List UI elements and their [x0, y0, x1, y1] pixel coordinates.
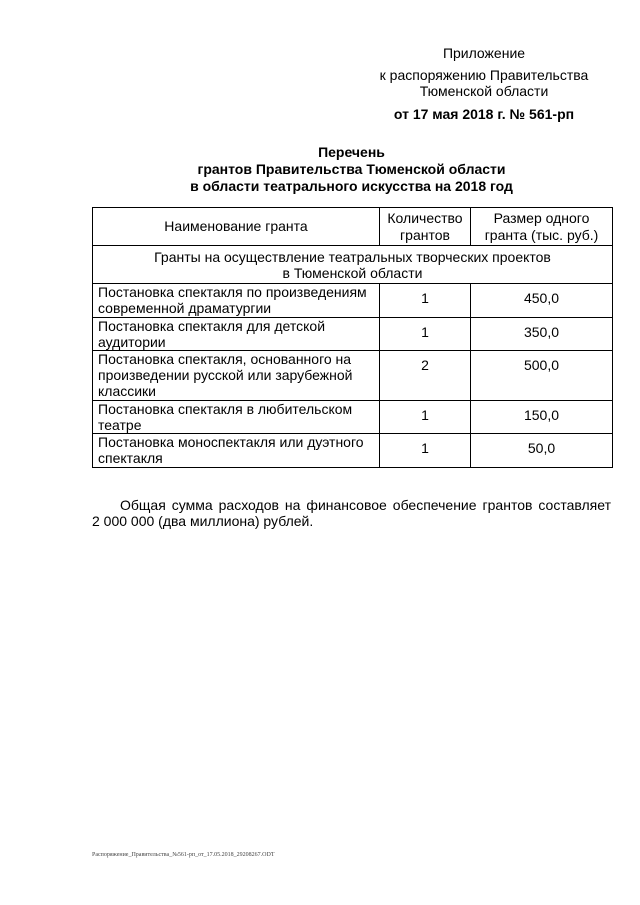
title-line-1: Перечень [318, 144, 385, 160]
column-header-count: Количество грантов [380, 208, 471, 246]
appendix-label: Приложение [442, 45, 526, 61]
grant-amount: 500,0 [471, 351, 613, 401]
grant-count: 1 [380, 401, 471, 434]
section-title-line-2: в Тюменской области [282, 264, 423, 281]
table-section-row [93, 246, 613, 284]
table-header-row [93, 208, 613, 246]
order-reference: к распоряжению Правительства [379, 67, 589, 83]
grant-name: Постановка моноспектакля или дуэтного спектакля [93, 434, 380, 468]
footer-filename: Распоряжение_Правительства_№561-рп_от_17.05.2018_29208267.ODT [92, 852, 275, 858]
section-title [93, 246, 613, 284]
table-row [93, 318, 613, 351]
document-title [92, 144, 611, 195]
table-row [93, 434, 613, 468]
grant-name: Постановка спектакля, основанного на произведении русской или зарубежной классики [93, 351, 380, 401]
section-title-line-1: Гранты на осуществление театральных творческих проектов [154, 248, 551, 265]
column-header-name: Наименование гранта [93, 208, 380, 246]
grant-count: 1 [380, 318, 471, 351]
grant-amount: 350,0 [471, 318, 613, 351]
region-name: Тюменской области [419, 83, 549, 99]
grant-amount: 50,0 [471, 434, 613, 468]
table-row [93, 284, 613, 318]
grant-amount: 450,0 [471, 284, 613, 318]
grant-count: 2 [380, 351, 471, 401]
title-line-2: грантов Правительства Тюменской области [197, 161, 506, 177]
grant-name: Постановка спектакля для детской аудитории [93, 318, 380, 351]
grant-name: Постановка спектакля по произведениям современной драматургии [93, 284, 380, 318]
grant-amount: 150,0 [471, 401, 613, 434]
grant-name: Постановка спектакля в любительском театре [93, 401, 380, 434]
grants-table [92, 207, 613, 468]
order-date-number: от 17 мая 2018 г. № 561-рп [393, 106, 575, 122]
grant-count: 1 [380, 284, 471, 318]
total-expenses-paragraph: Общая сумма расходов на финансовое обеспечение грантов составляет 2 000 000 (два миллиона) рублей. [92, 497, 611, 529]
grant-count: 1 [380, 434, 471, 468]
title-line-3: в области театрального искусства на 2018 год [190, 178, 513, 194]
table-row [93, 351, 613, 401]
table-row [93, 401, 613, 434]
column-header-amount: Размер одного гранта (тыс. руб.) [471, 208, 613, 246]
